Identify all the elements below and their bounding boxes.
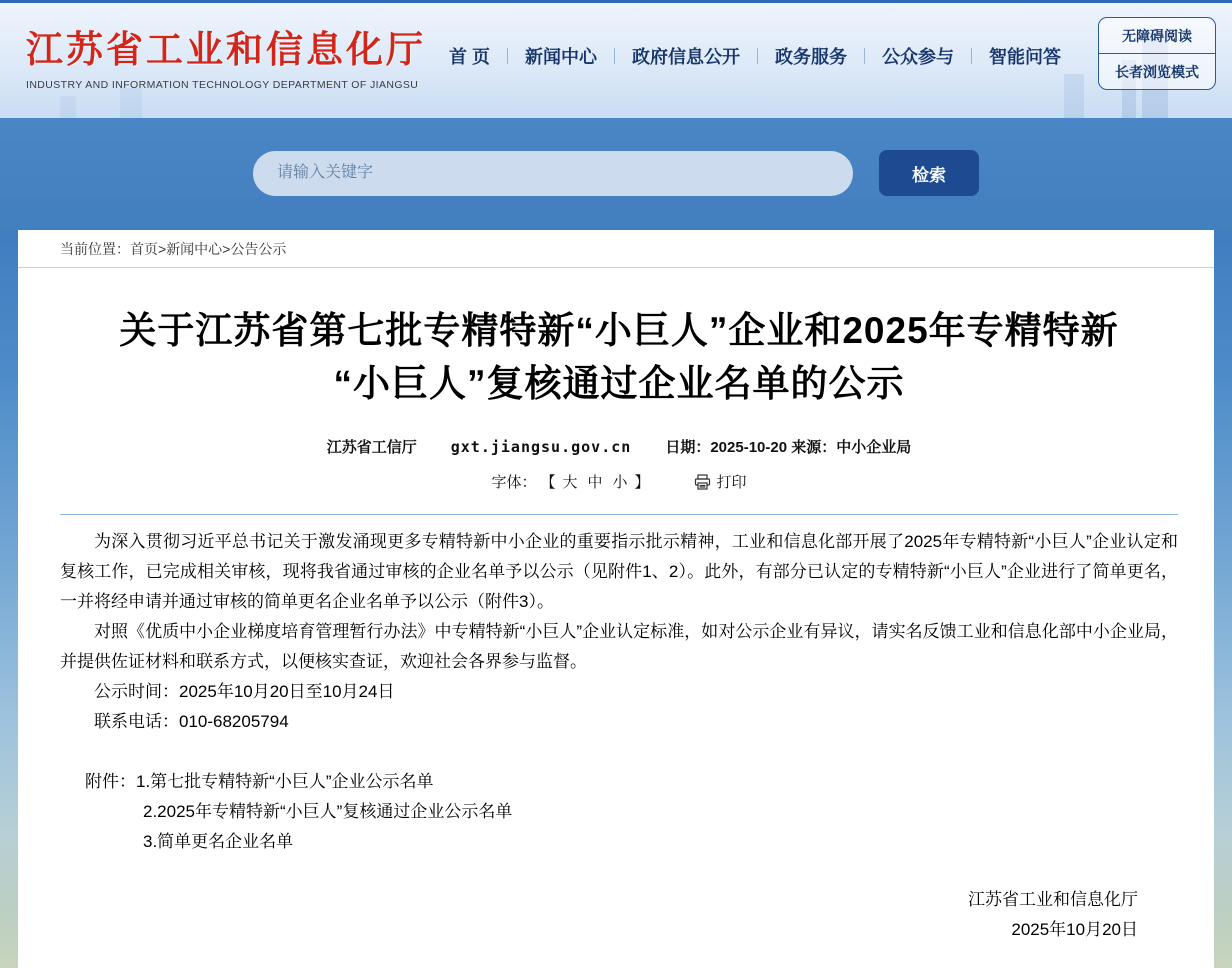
search-banner bbox=[0, 118, 1232, 230]
site-logo[interactable] bbox=[26, 19, 426, 91]
article-meta bbox=[60, 436, 1178, 457]
skyline-building bbox=[1064, 74, 1084, 118]
font-bracket-close: 】 bbox=[634, 474, 650, 491]
nav-item-gov-service[interactable]: 政务服务 bbox=[775, 47, 848, 67]
attachments-label: 附件： bbox=[85, 772, 136, 791]
breadcrumb-news[interactable]: 新闻中心 bbox=[166, 241, 223, 257]
printer-icon bbox=[694, 474, 711, 490]
print-label: 打印 bbox=[716, 474, 747, 491]
breadcrumb-announcements[interactable]: 公告公示 bbox=[230, 241, 287, 257]
barrier-free-reading-button[interactable]: 无障碍阅读 bbox=[1122, 28, 1192, 44]
search-bar bbox=[253, 150, 979, 196]
paragraph: 为深入贯彻习近平总书记关于激发涌现更多专精特新中小企业的重要指示批示精神，工业和信息化部开展了2025年专精特新“小巨人”企业认定和复核工作，已完成相关审核，现将我省通过审核的企业名单予以公示（见附件1、2）。此外，有部分已认定的专精特新“小巨人”企业进行了简单更名，一并将经申请并通过审核的简单更名企业名单予以公示（附件3）。 bbox=[60, 532, 1178, 611]
article-title-line2: “小巨人”复核通过企业名单的公示 bbox=[333, 363, 905, 404]
breadcrumb-separator: > bbox=[158, 241, 167, 257]
font-size-medium-button[interactable]: 中 bbox=[587, 474, 603, 491]
meta-source-site: gxt.jiangsu.gov.cn bbox=[450, 438, 632, 456]
breadcrumb-home[interactable]: 首页 bbox=[130, 241, 158, 257]
site-logo-subtitle: INDUSTRY AND INFORMATION TECHNOLOGY DEPARTMENT OF JIANGSU bbox=[26, 79, 419, 91]
breadcrumb-label: 当前位置： bbox=[60, 241, 130, 257]
meta-origin-label: 来源： bbox=[791, 439, 837, 456]
content-panel bbox=[18, 230, 1214, 968]
meta-source-org: 江苏省工信厅 bbox=[326, 439, 417, 456]
search-button[interactable]: 检索 bbox=[879, 150, 979, 196]
article bbox=[18, 304, 1214, 945]
signature-org: 江苏省工业和信息化厅 bbox=[968, 890, 1138, 909]
article-title bbox=[60, 304, 1178, 410]
paragraph: 对照《优质中小企业梯度培育管理暂行办法》中专精特新“小巨人”企业认定标准，如对公示企业有异议，请实名反馈工业和信息化部中小企业局，并提供佐证材料和联系方式，以便核实查证，欢迎社会各界参与监督。 bbox=[60, 622, 1178, 671]
nav-item-home[interactable]: 首 页 bbox=[449, 47, 491, 67]
article-divider bbox=[60, 514, 1178, 515]
nav-item-news[interactable]: 新闻中心 bbox=[525, 47, 598, 67]
article-body bbox=[60, 527, 1178, 945]
attachment-link-2[interactable]: 2.2025年专精特新“小巨人”复核通过企业公示名单 bbox=[143, 802, 513, 821]
breadcrumb-separator: > bbox=[222, 241, 231, 257]
accessibility-box bbox=[1098, 17, 1216, 90]
meta-date-label: 日期： bbox=[665, 439, 711, 456]
font-bracket-open: 【 bbox=[540, 474, 556, 491]
publicity-time: 公示时间：2025年10月20日至10月24日 bbox=[94, 682, 395, 701]
nav-item-participation[interactable]: 公众参与 bbox=[882, 47, 955, 67]
site-header bbox=[0, 0, 1232, 118]
meta-origin: 中小企业局 bbox=[836, 439, 912, 456]
contact-phone: 联系电话：010-68205794 bbox=[94, 712, 289, 731]
signature-date: 2025年10月20日 bbox=[1011, 920, 1138, 939]
elder-mode-button[interactable]: 长者浏览模式 bbox=[1099, 53, 1215, 89]
attachment-link-3[interactable]: 3.简单更名企业名单 bbox=[143, 832, 294, 851]
font-size-large-button[interactable]: 大 bbox=[562, 474, 578, 491]
font-size-small-button[interactable]: 小 bbox=[612, 474, 628, 491]
signature-block bbox=[60, 885, 1178, 945]
skyline-building bbox=[120, 88, 142, 118]
main-nav bbox=[432, 43, 1078, 69]
site-logo-title: 江苏省工业和信息化厅 bbox=[26, 29, 426, 70]
breadcrumb bbox=[18, 230, 1214, 268]
meta-date: 2025-10-20 bbox=[710, 439, 788, 456]
article-tools bbox=[60, 471, 1178, 492]
article-title-line1: 关于江苏省第七批专精特新“小巨人”企业和2025年专精特新 bbox=[119, 310, 1119, 351]
attachments bbox=[60, 767, 1178, 857]
font-size-label: 字体： bbox=[491, 474, 537, 491]
nav-item-gov-info[interactable]: 政府信息公开 bbox=[632, 47, 741, 67]
attachment-link-1[interactable]: 1.第七批专精特新“小巨人”企业公示名单 bbox=[136, 772, 434, 791]
skyline-building bbox=[60, 96, 76, 118]
print-button[interactable] bbox=[694, 471, 747, 492]
nav-item-smart-qa[interactable]: 智能问答 bbox=[989, 47, 1062, 67]
search-input[interactable] bbox=[253, 151, 853, 196]
